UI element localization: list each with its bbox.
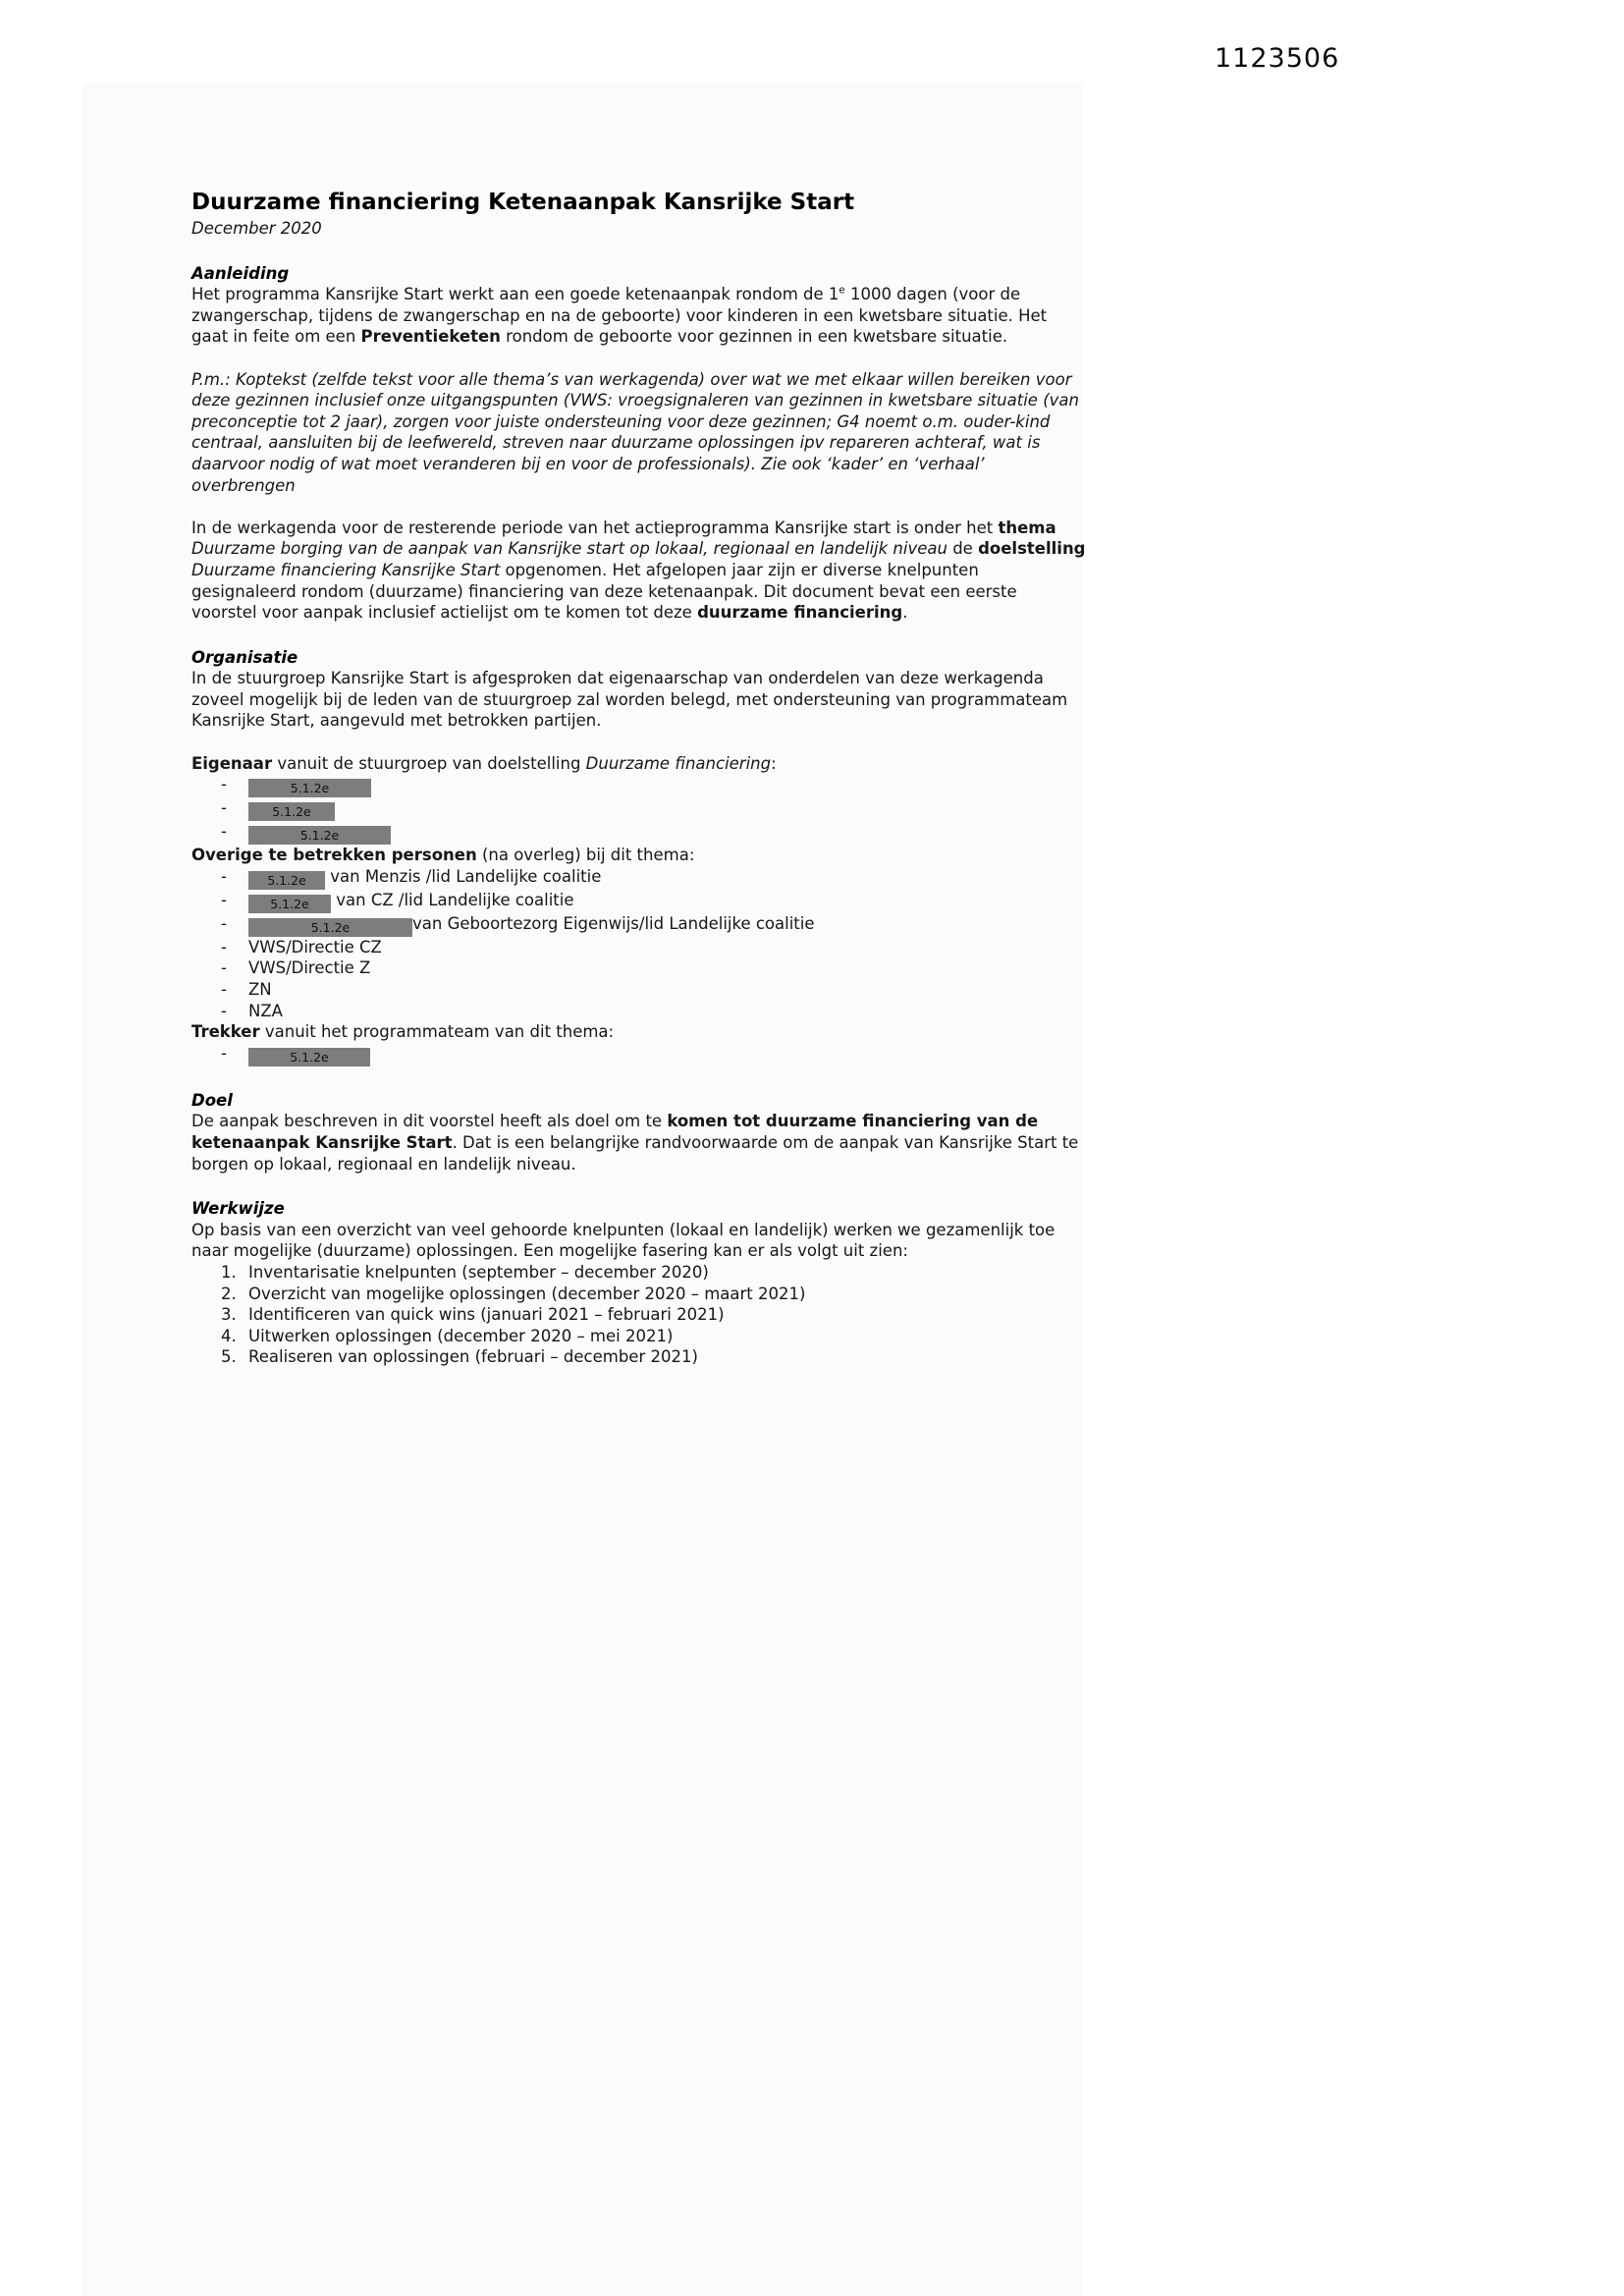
list-item xyxy=(191,1284,1087,1305)
list-item-text xyxy=(248,1001,1087,1022)
list-item-text xyxy=(248,797,1087,821)
list-marker: 5. xyxy=(221,1347,237,1367)
paragraph-aanleiding-werkagenda xyxy=(191,518,1087,624)
section-aanleiding xyxy=(191,263,1087,624)
text-run: Inventarisatie knelpunten (september – december 2020) xyxy=(248,1262,709,1282)
section-organisatie xyxy=(191,647,1087,1066)
text-run: Preventieketen xyxy=(360,327,501,347)
text-run: Overzicht van mogelijke oplossingen (december 2020 – maart 2021) xyxy=(248,1284,806,1303)
list-marker: 3. xyxy=(221,1305,237,1325)
text-run: 1000 dagen (voor de zwangerschap, tijdens de zwangerschap en na de geboorte) voor kinderen in een kwetsbare situatie. Het gaat in feite om een xyxy=(191,285,1048,347)
list-marker: - xyxy=(221,798,227,818)
section-heading-doel: Doel xyxy=(191,1090,233,1110)
redaction-block: 5.1.2e xyxy=(248,826,391,845)
text-run: Het programma Kansrijke Start werkt aan een goede ketenaanpak rondom de 1 xyxy=(191,285,839,304)
list-marker: - xyxy=(221,890,227,909)
redaction-block: 5.1.2e xyxy=(248,802,335,821)
list-marker: - xyxy=(221,1043,227,1063)
list-item-text xyxy=(248,1304,1087,1326)
text-run: VWS/Directie Z xyxy=(248,958,371,978)
text-run: In de stuurgroep Kansrijke Start is afgesproken dat eigenaarschap van onderdelen van deze werkagenda zoveel mogelijk bij de leden van de stuurgroep zal worden belegd, met ondersteuning van programmateam Kansrijke Start, aangevuld met betrokken partijen. xyxy=(191,669,1068,731)
list-item-text xyxy=(248,979,1087,1001)
text-run: Op basis van een overzicht van veel gehoorde knelpunten (lokaal en landelijk) werken we gezamenlijk toe naar mogelijke (duurzame) oplossingen. Een mogelijke fasering kan er als volgt uit zien: xyxy=(191,1220,1056,1261)
redaction-block: 5.1.2e xyxy=(248,1048,370,1066)
text-run: van CZ /lid Landelijke coalitie xyxy=(331,890,574,909)
text-run: P.m.: Koptekst (zelfde tekst voor alle thema’s van werkagenda) over wat we met elkaar willen bereiken voor deze gezinnen inclusief onze uitgangspunten (VWS: vroegsignaleren van gezinnen in kwetsbare situatie (van preconceptie tot 2 jaar), zorgen voor juiste ondersteuning voor deze gezinnen; G4 noemt o.m. ouder-kind centraal, aansluiten bij de leefwereld, streven naar duurzame oplossingen ipv repareren achteraf, wat is daarvoor nodig of wat moet veranderen bij en voor de professionals). Zie ook ‘kader’ en ‘verhaal’ overbrengen xyxy=(191,369,1079,495)
list-item xyxy=(191,1262,1087,1284)
fasering-numbered-list xyxy=(191,1262,1087,1368)
list-marker: - xyxy=(221,1001,227,1020)
text-run: Identificeren van quick wins (januari 2021 – februari 2021) xyxy=(248,1305,725,1325)
document-date: December 2020 xyxy=(191,219,322,238)
section-doel xyxy=(191,1090,1087,1175)
text-run: e xyxy=(839,285,845,297)
text-run: Duurzame financiering xyxy=(585,753,772,773)
text-run: rondom de geboorte voor gezinnen in een kwetsbare situatie. xyxy=(500,327,1008,347)
trekker-list xyxy=(191,1043,1087,1066)
redaction-block: 5.1.2e xyxy=(248,871,325,890)
section-werkwijze xyxy=(191,1198,1087,1368)
list-item xyxy=(191,797,1087,821)
list-item xyxy=(191,937,1087,958)
list-item xyxy=(191,774,1087,797)
text-run: van Geboortezorg Eigenwijs/lid Landelijke coalitie xyxy=(412,913,815,933)
text-run: NZA xyxy=(248,1001,283,1020)
list-item xyxy=(191,957,1087,979)
list-marker: - xyxy=(221,937,227,957)
text-run: Uitwerken oplossingen (december 2020 – mei 2021) xyxy=(248,1326,674,1345)
list-item-text xyxy=(248,890,1087,913)
text-run: Eigenaar xyxy=(191,753,273,773)
text-run: duurzame financiering xyxy=(697,603,903,623)
text-run: . xyxy=(902,603,908,623)
list-item-text xyxy=(248,774,1087,797)
list-item-text xyxy=(248,913,1087,937)
list-item-text xyxy=(248,821,1087,845)
text-run: Overige te betrekken personen xyxy=(191,846,477,865)
redaction-block: 5.1.2e xyxy=(248,895,331,913)
list-item-text xyxy=(248,1262,1087,1284)
list-item xyxy=(191,821,1087,845)
list-marker: 1. xyxy=(221,1262,237,1282)
trekker-label-line xyxy=(191,1021,1087,1043)
section-heading-aanleiding: Aanleiding xyxy=(191,263,290,283)
text-run: opgenomen. Het afgelopen jaar zijn er diverse knelpunten gesignaleerd rondom (duurzame) financiering van deze ketenaanpak. Dit document bevat een eerste voorstel voor aanpak inclusief actielijst om te komen tot deze xyxy=(191,560,1017,623)
list-item-text xyxy=(248,937,1087,958)
list-marker: - xyxy=(221,822,227,842)
text-run: vanuit het programmateam van dit thema: xyxy=(259,1022,615,1042)
redaction-block: 5.1.2e xyxy=(248,918,412,937)
document-number-stamp: 1123506 xyxy=(1215,43,1340,74)
list-item-text xyxy=(248,1346,1087,1368)
text-run: van Menzis /lid Landelijke coalitie xyxy=(325,866,602,886)
text-run: Realiseren van oplossingen (februari – december 2021) xyxy=(248,1347,698,1367)
paragraph-doel xyxy=(191,1111,1087,1175)
paragraph-aanleiding-1 xyxy=(191,284,1087,348)
list-item xyxy=(191,979,1087,1001)
text-run: Duurzame borging van de aanpak van Kansrijke start op lokaal, regionaal en landelijk niveau xyxy=(191,539,947,559)
list-item xyxy=(191,913,1087,937)
list-marker: 2. xyxy=(221,1284,237,1303)
list-item xyxy=(191,1304,1087,1326)
text-run: De aanpak beschreven in dit voorstel heeft als doel om te xyxy=(191,1112,668,1131)
list-item-text xyxy=(248,1043,1087,1066)
document-title: Duurzame financiering Ketenaanpak Kansrijke Start xyxy=(191,190,855,215)
section-heading-organisatie: Organisatie xyxy=(191,647,298,667)
text-run: . Dat is een belangrijke randvoorwaarde om de aanpak van Kansrijke Start te borgen op lokaal, regionaal en landelijk niveau. xyxy=(191,1133,1079,1174)
overige-label-line xyxy=(191,845,1087,866)
paragraph-werkwijze xyxy=(191,1220,1087,1262)
list-item xyxy=(191,866,1087,890)
text-run: VWS/Directie CZ xyxy=(248,937,382,957)
overige-list xyxy=(191,866,1087,1021)
list-item-text xyxy=(248,1326,1087,1347)
text-run: : xyxy=(771,753,777,773)
redaction-block: 5.1.2e xyxy=(248,779,371,797)
list-item xyxy=(191,1346,1087,1368)
text-run: vanuit de stuurgroep van doelstelling xyxy=(272,753,586,773)
list-item xyxy=(191,1043,1087,1066)
list-marker: 4. xyxy=(221,1326,237,1345)
list-item xyxy=(191,1326,1087,1347)
text-run: de xyxy=(947,539,979,559)
list-marker: - xyxy=(221,958,227,978)
list-item-text xyxy=(248,1284,1087,1305)
text-run: (na overleg) bij dit thema: xyxy=(476,846,695,865)
text-run: thema xyxy=(998,518,1056,537)
paragraph-organisatie xyxy=(191,668,1087,732)
list-marker: - xyxy=(221,913,227,933)
text-run: Duurzame financiering Kansrijke Start xyxy=(191,560,501,579)
document-content xyxy=(191,189,1087,1368)
text-run: ZN xyxy=(248,980,272,1000)
eigenaar-list xyxy=(191,774,1087,845)
eigenaar-label-line xyxy=(191,753,1087,775)
list-item xyxy=(191,1001,1087,1022)
list-marker: - xyxy=(221,866,227,886)
list-item-text xyxy=(248,957,1087,979)
list-marker: - xyxy=(221,980,227,1000)
list-item-text xyxy=(248,866,1087,890)
text-run: Trekker xyxy=(191,1022,260,1042)
text-run: In de werkagenda voor de resterende periode van het actieprogramma Kansrijke start is onder het xyxy=(191,518,999,537)
section-heading-werkwijze: Werkwijze xyxy=(191,1199,285,1219)
text-run: komen tot duurzame financiering van de ketenaanpak Kansrijke Start xyxy=(191,1112,1039,1152)
list-item xyxy=(191,890,1087,913)
text-run: doelstelling xyxy=(978,539,1086,559)
list-marker: - xyxy=(221,775,227,794)
paragraph-aanleiding-pm xyxy=(191,369,1087,497)
